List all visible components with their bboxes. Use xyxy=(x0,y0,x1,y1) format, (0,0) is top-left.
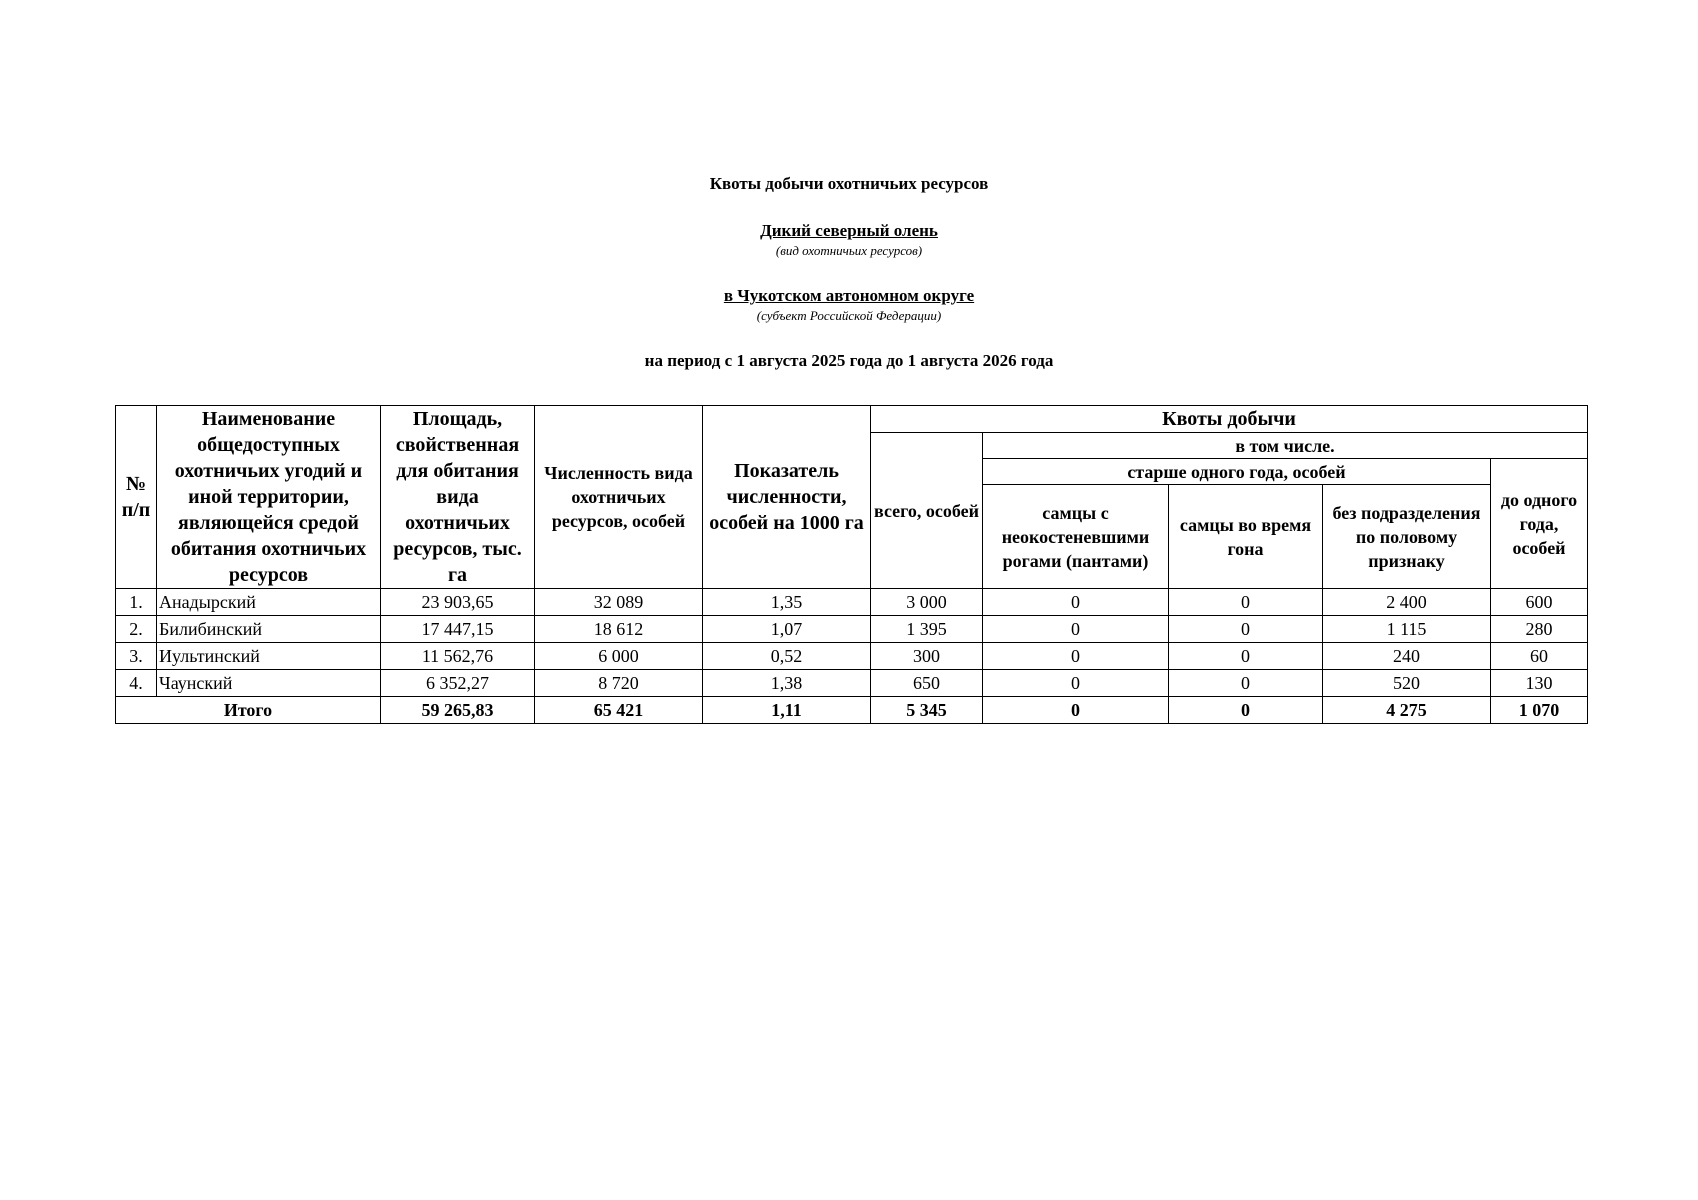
row-population: 8 720 xyxy=(535,670,703,697)
row-population: 18 612 xyxy=(535,616,703,643)
region-caption: (субъект Российской Федерации) xyxy=(756,308,942,323)
row-num: 4. xyxy=(116,670,157,697)
header-males-antlers: самцы с неокостеневшими рогами (пантами) xyxy=(983,485,1169,589)
header-num: № п/п xyxy=(116,406,157,589)
row-population: 6 000 xyxy=(535,643,703,670)
row-males-rut: 0 xyxy=(1169,589,1323,616)
row-num: 2. xyxy=(116,616,157,643)
totals-under-one: 1 070 xyxy=(1491,697,1588,724)
row-no-sex: 240 xyxy=(1323,643,1491,670)
row-total: 650 xyxy=(871,670,983,697)
row-males-antlers: 0 xyxy=(983,616,1169,643)
row-males-antlers: 0 xyxy=(983,643,1169,670)
header-area: Площадь, свойственная для обитания вида охотничьих ресурсов, тыс. га xyxy=(381,406,535,589)
header-name: Наименование общедоступных охотничьих угодий и иной территории, являющейся средой обитания охотничьих ресурсов xyxy=(157,406,381,589)
species-line xyxy=(0,221,1698,241)
row-name: Иультинский xyxy=(157,643,381,670)
row-num: 1. xyxy=(116,589,157,616)
totals-males-antlers: 0 xyxy=(983,697,1169,724)
period-line: на период с 1 августа 2025 года до 1 августа 2026 года xyxy=(644,351,1054,370)
row-under-one: 130 xyxy=(1491,670,1588,697)
totals-no-sex: 4 275 xyxy=(1323,697,1491,724)
row-under-one: 600 xyxy=(1491,589,1588,616)
row-density: 1,07 xyxy=(703,616,871,643)
row-name: Билибинский xyxy=(157,616,381,643)
totals-males-rut: 0 xyxy=(1169,697,1323,724)
species-name: Дикий северный олень xyxy=(760,221,938,240)
header-males-rut: самцы во время гона xyxy=(1169,485,1323,589)
region-line xyxy=(0,286,1698,306)
totals-area: 59 265,83 xyxy=(381,697,535,724)
header-including: в том числе. xyxy=(983,433,1588,459)
table-body xyxy=(116,589,1588,724)
row-males-antlers: 0 xyxy=(983,589,1169,616)
header-density: Показатель численности, особей на 1000 га xyxy=(703,406,871,589)
row-name: Анадырский xyxy=(157,589,381,616)
region-name: в Чукотском автономном округе xyxy=(723,286,975,305)
header-no-sex: без подразделения по половому признаку xyxy=(1323,485,1491,589)
row-under-one: 60 xyxy=(1491,643,1588,670)
row-area: 17 447,15 xyxy=(381,616,535,643)
header-older: старше одного года, особей xyxy=(983,459,1491,485)
totals-density: 1,11 xyxy=(703,697,871,724)
header-quota: Квоты добычи xyxy=(871,406,1588,433)
row-under-one: 280 xyxy=(1491,616,1588,643)
row-area: 11 562,76 xyxy=(381,643,535,670)
table-row xyxy=(116,589,1588,616)
species-caption: (вид охотничьих ресурсов) xyxy=(775,243,923,258)
document-title: Квоты добычи охотничьих ресурсов xyxy=(709,174,989,193)
row-males-rut: 0 xyxy=(1169,643,1323,670)
header-under-one: до одного года, особей xyxy=(1491,459,1588,589)
totals-row xyxy=(116,697,1588,724)
row-population: 32 089 xyxy=(535,589,703,616)
row-males-rut: 0 xyxy=(1169,670,1323,697)
row-no-sex: 2 400 xyxy=(1323,589,1491,616)
row-males-rut: 0 xyxy=(1169,616,1323,643)
row-density: 0,52 xyxy=(703,643,871,670)
row-area: 6 352,27 xyxy=(381,670,535,697)
table-header xyxy=(116,406,1588,589)
row-density: 1,38 xyxy=(703,670,871,697)
row-total: 1 395 xyxy=(871,616,983,643)
row-total: 3 000 xyxy=(871,589,983,616)
quota-table xyxy=(115,405,1588,724)
row-no-sex: 1 115 xyxy=(1323,616,1491,643)
totals-label: Итого xyxy=(116,697,381,724)
table-row xyxy=(116,616,1588,643)
row-total: 300 xyxy=(871,643,983,670)
row-density: 1,35 xyxy=(703,589,871,616)
table-row xyxy=(116,643,1588,670)
totals-population: 65 421 xyxy=(535,697,703,724)
totals-total: 5 345 xyxy=(871,697,983,724)
table-row xyxy=(116,670,1588,697)
row-area: 23 903,65 xyxy=(381,589,535,616)
row-no-sex: 520 xyxy=(1323,670,1491,697)
row-name: Чаунский xyxy=(157,670,381,697)
header-total: всего, особей xyxy=(871,433,983,589)
row-num: 3. xyxy=(116,643,157,670)
row-males-antlers: 0 xyxy=(983,670,1169,697)
header-population: Численность вида охотничьих ресурсов, особей xyxy=(535,406,703,589)
